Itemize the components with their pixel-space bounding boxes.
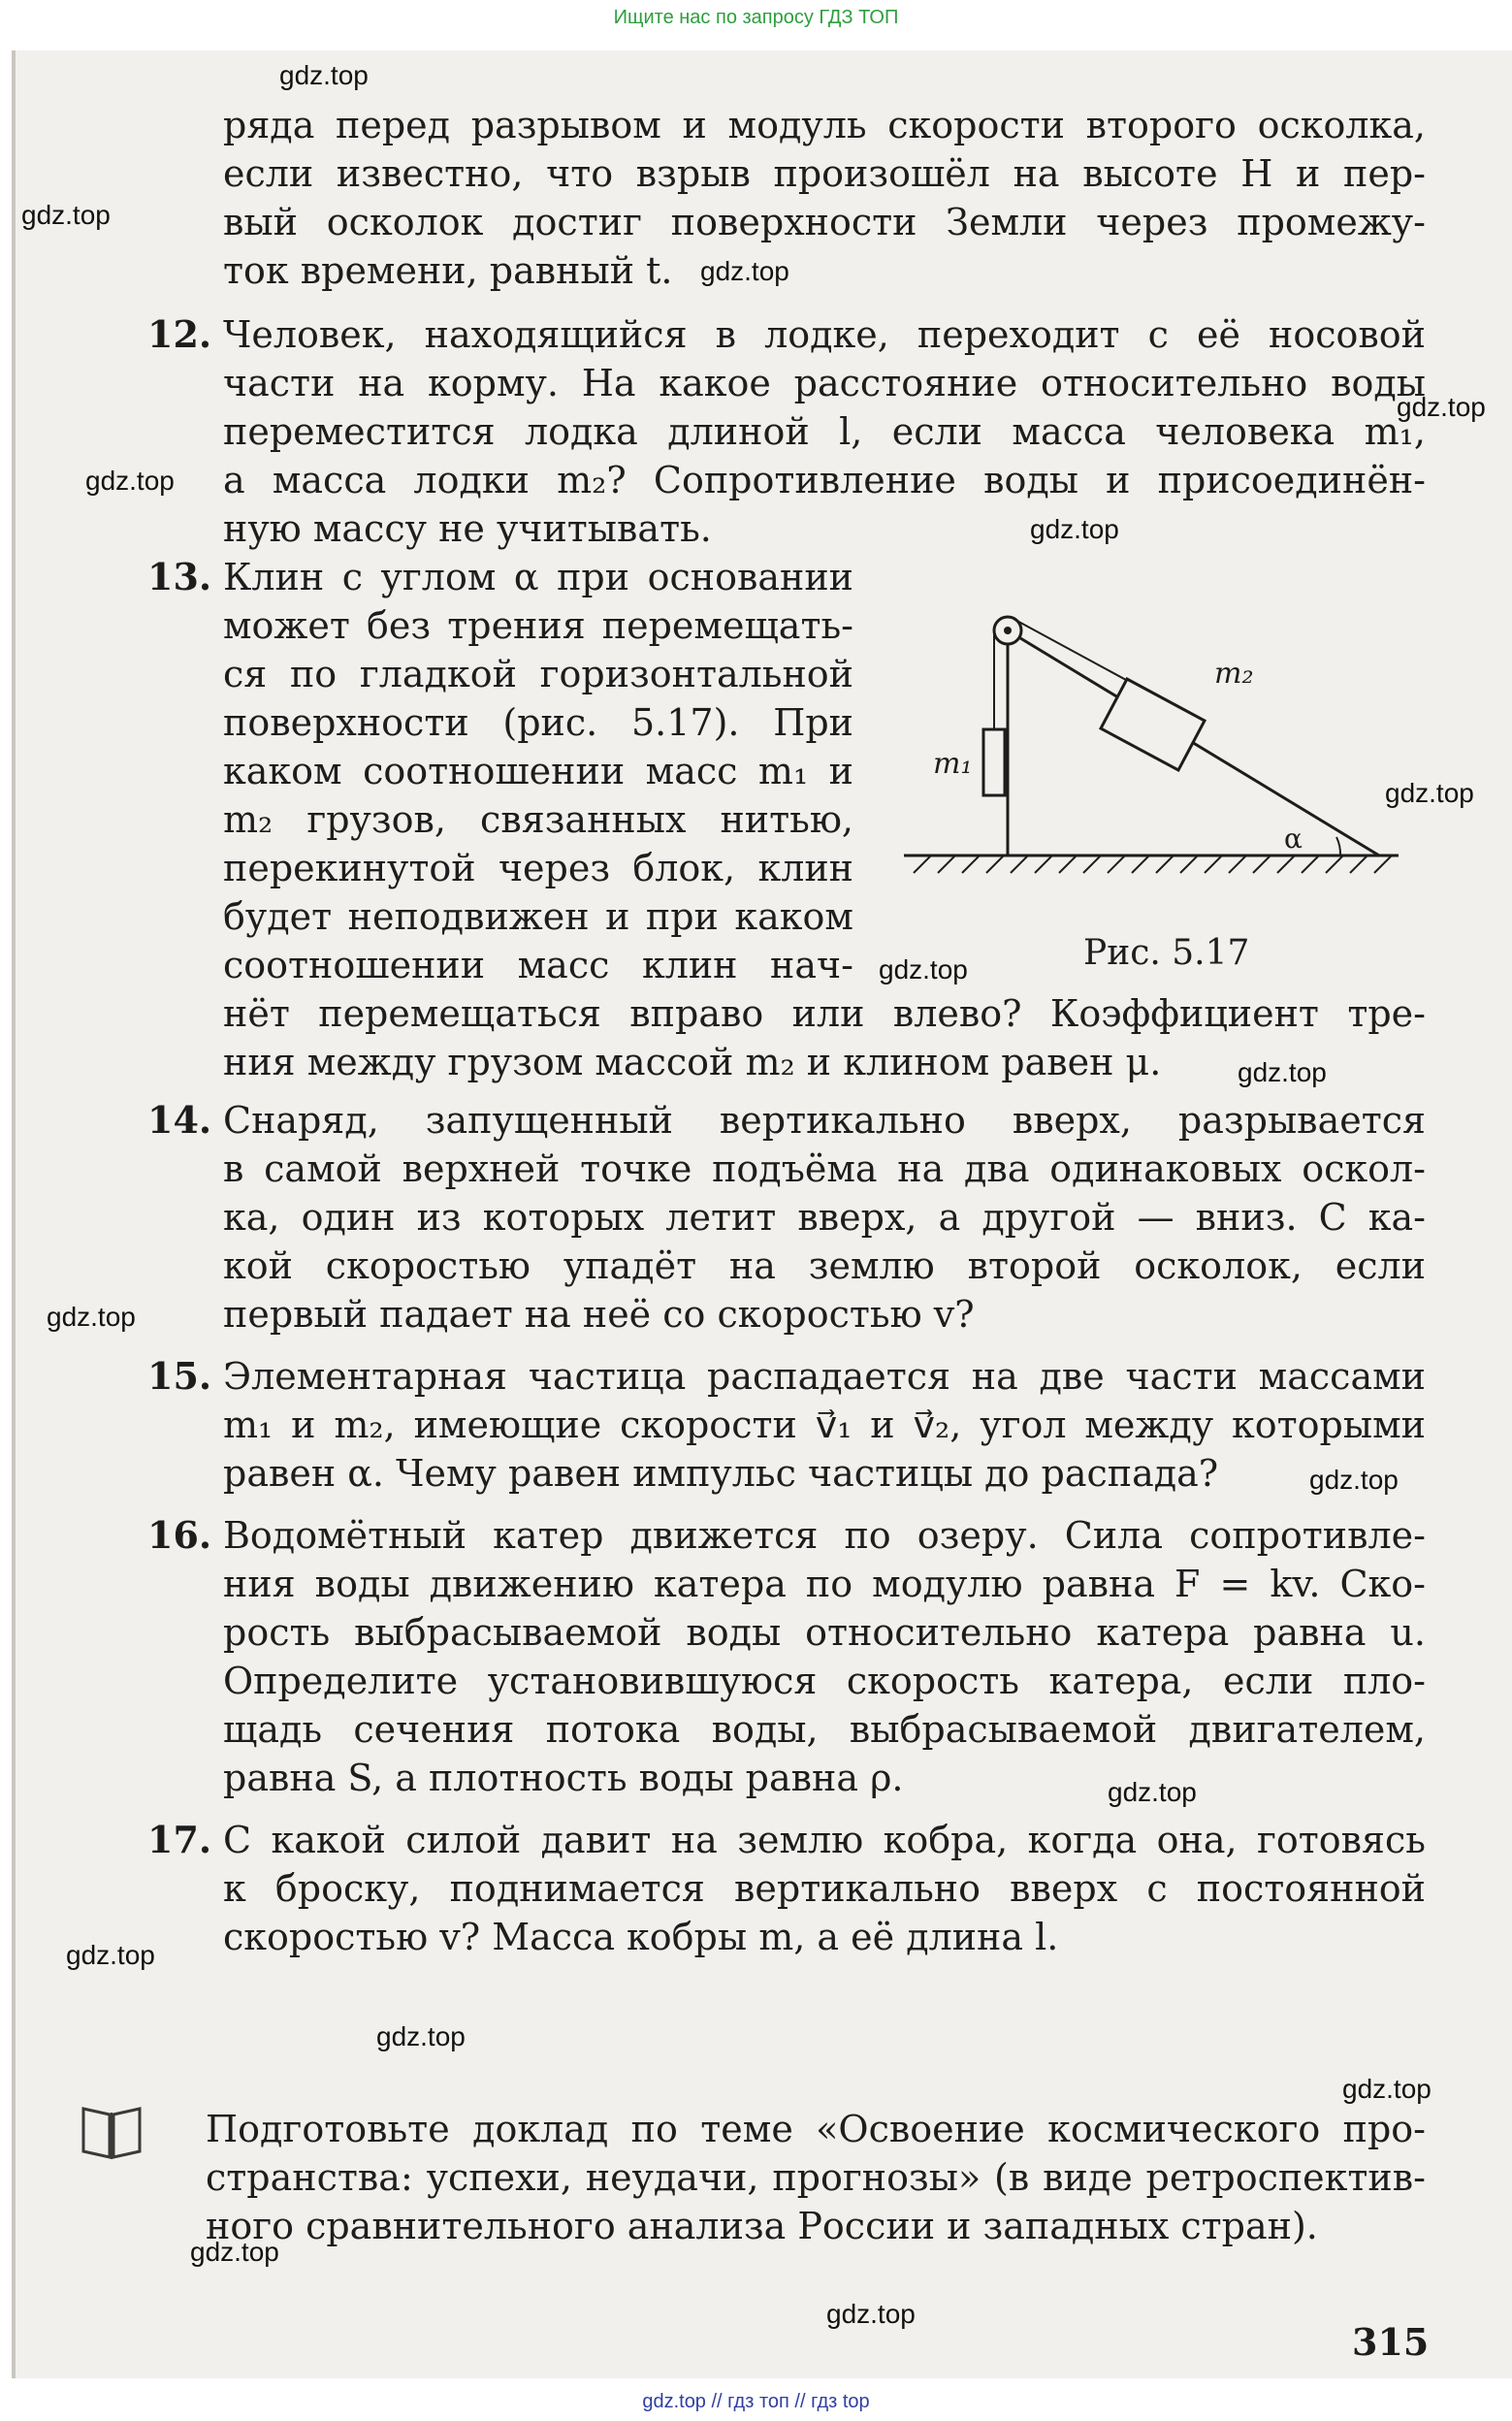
watermark-11: gdz.top — [1309, 1465, 1399, 1495]
watermark-13: gdz.top — [66, 1940, 155, 1970]
p11-line-3: вый осколок достиг поверхности Земли через промежу- — [223, 201, 1426, 243]
problem-number-14: 14. — [147, 1098, 212, 1142]
project-line-2: странства: успехи, неудачи, прогнозы» (в виде ретроспектив- — [206, 2156, 1426, 2199]
p16-line-3: рость выбрасываемой воды относительно катера равна u. — [223, 1611, 1426, 1654]
figure-caption: Рис. 5.17 — [1083, 933, 1250, 973]
watermark-15: gdz.top — [1342, 2074, 1432, 2104]
p16-line-2: ния воды движению катера по модулю равна F = kv. Ско- — [223, 1563, 1426, 1605]
angle-arc — [1336, 837, 1340, 855]
watermark-4: gdz.top — [1397, 392, 1486, 422]
watermark-9: gdz.top — [1238, 1057, 1327, 1087]
p14-line-4: кой скоростью упадёт на землю второй осколок, если — [223, 1244, 1426, 1287]
p11-line-1: ряда перед разрывом и модуль скорости второго осколка, — [223, 104, 1426, 146]
problem-number-12: 12. — [147, 312, 212, 356]
watermark-8: gdz.top — [879, 954, 968, 985]
label-m1: m₁ — [933, 747, 973, 781]
watermark-16: gdz.top — [190, 2237, 279, 2267]
watermark-17: gdz.top — [826, 2299, 916, 2329]
figure-5-17 — [885, 565, 1428, 885]
p17-line-3: скоростью v? Масса кобры m, а её длина l. — [223, 1916, 1059, 1958]
watermark-7: gdz.top — [1385, 778, 1474, 808]
watermark-2: gdz.top — [21, 200, 111, 230]
p17-line-1: С какой силой давит на землю кобра, когда она, готовясь — [223, 1819, 1426, 1861]
watermark-12: gdz.top — [1108, 1777, 1197, 1807]
watermark-10: gdz.top — [47, 1302, 136, 1332]
mass-m1 — [983, 729, 1005, 795]
p14-line-3: ка, один из которых летит вверх, а другой — вниз. С ка- — [223, 1196, 1426, 1239]
p16-line-5: щадь сечения потока воды, выбрасываемой двигателем, — [223, 1708, 1426, 1751]
p13-line-2: может без трения перемещать- — [223, 604, 853, 647]
p15-line-1: Элементарная частица распадается на две части массами — [223, 1355, 1426, 1398]
p14-line-1: Снаряд, запущенный вертикально вверх, разрывается — [223, 1099, 1426, 1142]
label-alpha: α — [1284, 823, 1303, 855]
project-line-1: Подготовьте доклад по теме «Освоение космического про- — [206, 2108, 1426, 2150]
page-number: 315 — [1352, 2320, 1430, 2364]
top-banner[interactable]: Ищите нас по запросу ГДЗ ТОП — [613, 7, 899, 28]
problem-number-15: 15. — [147, 1354, 212, 1398]
p11-line-2: если известно, что взрыв произошёл на высоте H и пер- — [223, 152, 1426, 195]
p13-line-11: ния между грузом массой m₂ и клином равен μ. — [223, 1041, 1162, 1083]
p13-line-8: будет неподвижен и при каком — [223, 895, 853, 938]
book-icon — [78, 2097, 145, 2165]
watermark-6: gdz.top — [1030, 514, 1119, 544]
p14-line-5: первый падает на неё со скоростью v? — [223, 1293, 975, 1336]
p14-line-2: в самой верхней точке подъёма на два одинаковых оскол- — [223, 1147, 1426, 1190]
watermark-14: gdz.top — [376, 2021, 466, 2051]
watermark-1: gdz.top — [279, 60, 369, 90]
p13-line-3: ся по гладкой горизонтальной — [223, 653, 853, 695]
p16-line-4: Определите установившуюся скорость катера, если пло- — [223, 1660, 1426, 1702]
p13-line-5: каком соотношении масс m₁ и — [223, 750, 853, 792]
project-line-3: ного сравнительного анализа России и западных стран). — [206, 2205, 1318, 2247]
p17-line-2: к броску, поднимается вертикально вверх с постоянной — [223, 1867, 1426, 1910]
p13-line-10: нёт перемещаться вправо или влево? Коэффициент тре- — [223, 992, 1426, 1035]
p13-line-7: перекинутой через блок, клин — [223, 847, 853, 889]
thread-incline — [1013, 619, 1139, 687]
p12-line-1: Человек, находящийся в лодке, переходит с её носовой — [223, 313, 1426, 356]
watermark-3: gdz.top — [700, 256, 789, 286]
p13-line-1: Клин с углом α при основании — [223, 556, 853, 598]
p16-line-1: Водомётный катер движется по озеру. Сила сопротивле- — [223, 1514, 1426, 1557]
problem-number-17: 17. — [147, 1818, 212, 1861]
p12-line-4: а масса лодки m₂? Сопротивление воды и присоединён- — [223, 459, 1426, 501]
watermark-5: gdz.top — [85, 466, 175, 496]
p11-line-4: ток времени, равный t. — [223, 249, 673, 292]
p16-line-6: равна S, а плотность воды равна ρ. — [223, 1757, 904, 1799]
p12-line-5: ную массу не учитывать. — [223, 507, 712, 550]
p13-line-6: m₂ грузов, связанных нитью, — [223, 798, 853, 841]
mass-m2 — [1101, 679, 1205, 770]
bottom-banner[interactable]: gdz.top // гдз топ // гдз top — [642, 2391, 870, 2412]
p12-line-3: переместится лодка длиной l, если масса человека m₁, — [223, 410, 1426, 453]
p15-line-3: равен α. Чему равен импульс частицы до распада? — [223, 1452, 1219, 1495]
p13-line-9: соотношении масс клин нач- — [223, 944, 853, 986]
problem-number-13: 13. — [147, 555, 212, 598]
problem-number-16: 16. — [147, 1513, 212, 1557]
pulley-axle — [1004, 627, 1012, 634]
textbook-page — [12, 50, 1512, 2378]
ground-hatching — [914, 855, 1392, 873]
p15-line-2: m₁ и m₂, имеющие скорости v⃗₁ и v⃗₂, угол между которыми — [223, 1404, 1426, 1446]
p12-line-2: части на корму. На какое расстояние относительно воды — [223, 362, 1426, 404]
label-m2: m₂ — [1214, 657, 1254, 691]
p13-line-4: поверхности (рис. 5.17). При — [223, 701, 853, 744]
